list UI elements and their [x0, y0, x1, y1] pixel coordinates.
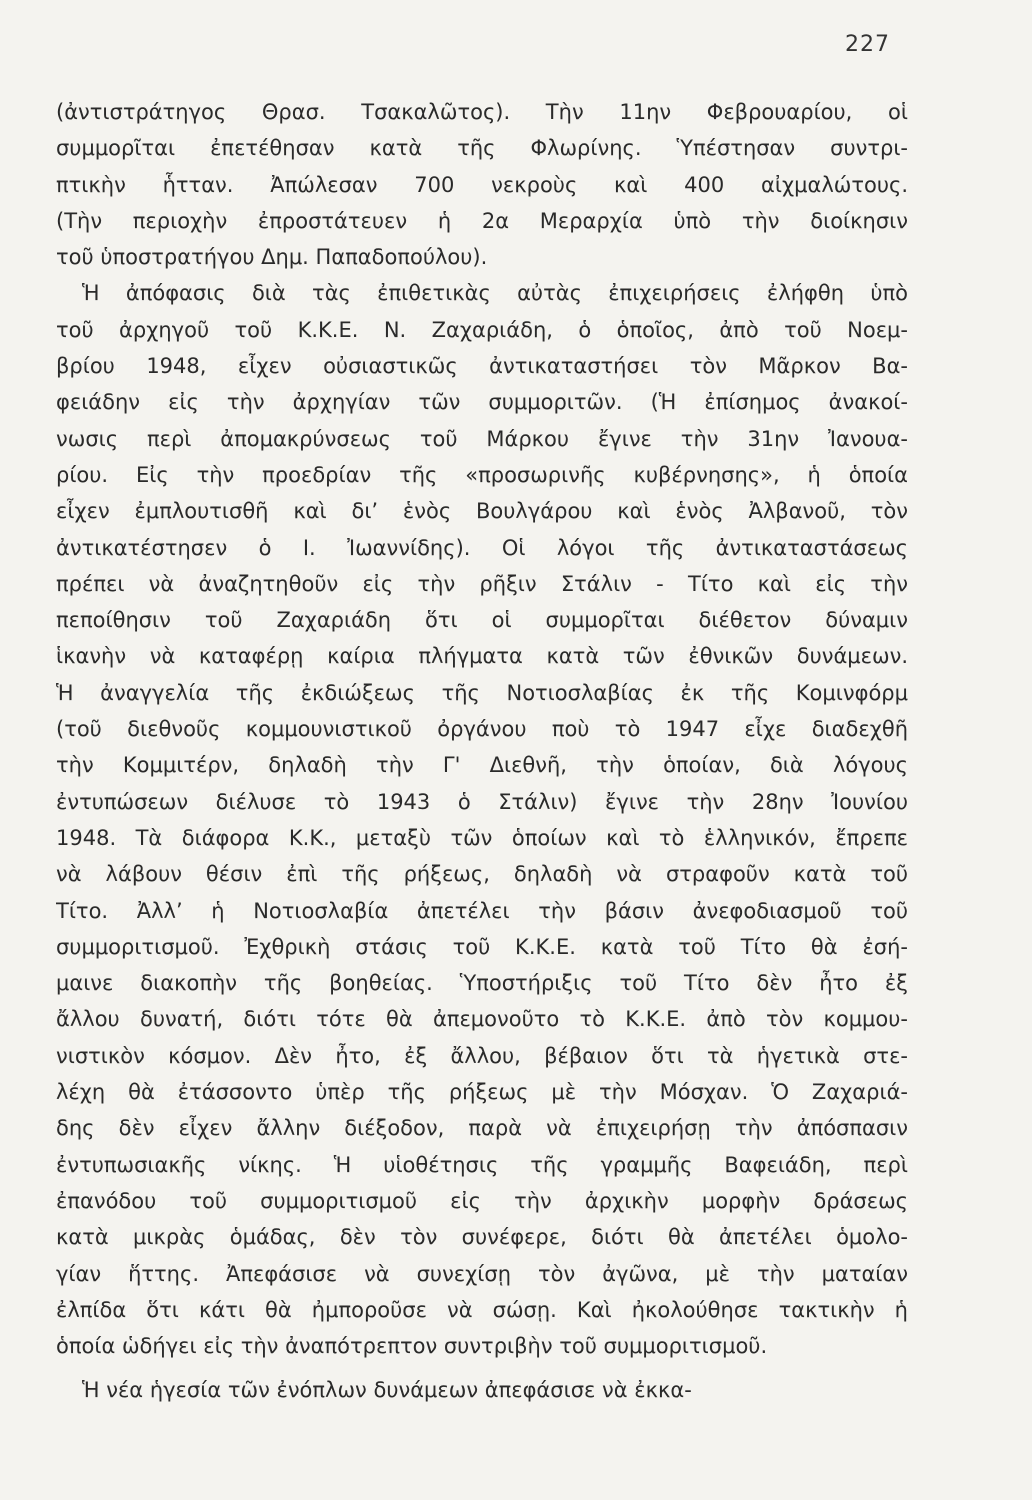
text-line: νωσις περὶ ἀπομακρύνσεως τοῦ Μάρκου ἔγινε τὴν 31ην Ἰανουα- [56, 426, 908, 451]
text-line: ἄλλου δυνατή, διότι τότε θὰ ἀπεμονοῦτο τὸ Κ.Κ.Ε. ἀπὸ τὸν κομμου- [56, 1007, 908, 1032]
text-line: (Τὴν περιοχὴν ἐπροστάτευεν ἡ 2α Μεραρχία ὑπὸ τὴν διοίκησιν [56, 208, 908, 233]
text-line: τοῦ ἀρχηγοῦ τοῦ Κ.Κ.Ε. Ν. Ζαχαριάδη, ὁ ὁποῖος, ἀπὸ τοῦ Νοεμ- [56, 317, 908, 342]
text-line: ἐντυπωσιακῆς νίκης. Ἡ υἱοθέτησις τῆς γραμμῆς Βαφειάδη, περὶ [56, 1152, 908, 1177]
text-line: ἐπανόδου τοῦ συμμοριτισμοῦ εἰς τὴν ἀρχικὴν μορφὴν δράσεως [56, 1188, 908, 1213]
text-line: πρέπει νὰ ἀναζητηθοῦν εἰς τὴν ρῆξιν Στάλιν - Τίτο καὶ εἰς τὴν [56, 571, 908, 596]
text-line: νιστικὸν κόσμον. Δὲν ἦτο, ἐξ ἄλλου, βέβαιον ὅτι τὰ ἡγετικὰ στε- [56, 1043, 908, 1068]
text-line: ὁποία ὡδήγει εἰς τὴν ἀναπότρεπτον συντριβὴν τοῦ συμμοριτισμοῦ. [56, 1334, 768, 1359]
text-line: μαινε διακοπὴν τῆς βοηθείας. Ὑποστήριξις τοῦ Τίτο δὲν ἦτο ἐξ [56, 971, 908, 996]
text-line: (ἀντιστράτηγος Θρασ. Τσακαλῶτος). Τὴν 11ην Φεβρουαρίου, οἱ [56, 100, 908, 124]
text-line: πτικὴν ἧτταν. Ἀπώλεσαν 700 νεκροὺς καὶ 400 αἰχμαλώτους. [56, 172, 908, 197]
text-line: εἶχεν ἐμπλουτισθῆ καὶ δι’ ἑνὸς Βουλγάρου καὶ ἑνὸς Ἀλβανοῦ, τὸν [56, 499, 908, 524]
text-line: λέχη θὰ ἐτάσσοντο ὑπὲρ τῆς ρήξεως μὲ τὴν Μόσχαν. Ὁ Ζαχαριά- [56, 1080, 908, 1105]
text-line: γίαν ἥττης. Ἀπεφάσισε νὰ συνεχίσῃ τὸν ἀγῶνα, μὲ τὴν ματαίαν [56, 1261, 908, 1286]
body-text [56, 94, 908, 1409]
page-number: 227 [845, 32, 890, 57]
text-line: νὰ λάβουν θέσιν ἐπὶ τῆς ρήξεως, δηλαδὴ νὰ στραφοῦν κατὰ τοῦ [56, 862, 908, 887]
text-line: 1948. Τὰ διάφορα Κ.Κ., μεταξὺ τῶν ὁποίων καὶ τὸ ἑλληνικόν, ἔπρεπε [56, 825, 908, 850]
text-line: φειάδην εἰς τὴν ἀρχηγίαν τῶν συμμοριτῶν. (Ἡ ἐπίσημος ἀνακοί- [56, 390, 908, 415]
text-line: τὴν Κομμιτέρν, δηλαδὴ τὴν Γ' Διεθνῆ, τὴν ὁποίαν, διὰ λόγους [56, 753, 908, 778]
text-line: συμμοριτισμοῦ. Ἐχθρικὴ στάσις τοῦ Κ.Κ.Ε. κατὰ τοῦ Τίτο θὰ ἐσή- [56, 934, 908, 959]
text-line: Ἡ ἀπόφασις διὰ τὰς ἐπιθετικὰς αὐτὰς ἐπιχειρήσεις ἐλήφθη ὑπὸ [82, 281, 908, 306]
text-line: τοῦ ὑποστρατήγου Δημ. Παπαδοπούλου). [56, 245, 488, 270]
text-line: βρίου 1948, εἶχεν οὐσιαστικῶς ἀντικαταστήσει τὸν Μᾶρκον Βα- [56, 354, 908, 379]
text-line: συμμορῖται ἐπετέθησαν κατὰ τῆς Φλωρίνης. Ὑπέστησαν συντρι- [56, 136, 908, 161]
text-line: Ἡ νέα ἡγεσία τῶν ἐνόπλων δυνάμεων ἀπεφάσισε νὰ ἐκκα- [82, 1378, 692, 1403]
text-line: ἐλπίδα ὅτι κάτι θὰ ἠμποροῦσε νὰ σώσῃ. Καὶ ἠκολούθησε τακτικὴν ἡ [56, 1297, 908, 1322]
text-line: δης δὲν εἶχεν ἄλλην διέξοδον, παρὰ νὰ ἐπιχειρήσῃ τὴν ἀπόσπασιν [56, 1116, 908, 1141]
text-line: πεποίθησιν τοῦ Ζαχαριάδη ὅτι οἱ συμμορῖται διέθετον δύναμιν [56, 608, 908, 633]
text-line: ἐντυπώσεων διέλυσε τὸ 1943 ὁ Στάλιν) ἔγινε τὴν 28ην Ἰουνίου [56, 789, 908, 814]
text-line: Ἡ ἀναγγελία τῆς ἐκδιώξεως τῆς Νοτιοσλαβίας ἐκ τῆς Κομινφόρμ [56, 680, 908, 705]
text-line: ἱκανὴν νὰ καταφέρῃ καίρια πλήγματα κατὰ τῶν ἐθνικῶν δυνάμεων. [56, 644, 908, 669]
text-line: Τίτο. Ἀλλ’ ἡ Νοτιοσλαβία ἀπετέλει τὴν βάσιν ἀνεφοδιασμοῦ τοῦ [56, 898, 908, 923]
text-line: ἀντικατέστησεν ὁ Ι. Ἰωαννίδης). Οἱ λόγοι τῆς ἀντικαταστάσεως [56, 535, 908, 560]
text-line: κατὰ μικρὰς ὁμάδας, δὲν τὸν συνέφερε, διότι θὰ ἀπετέλει ὁμολο- [56, 1225, 908, 1250]
text-line: ρίου. Εἰς τὴν προεδρίαν τῆς «προσωρινῆς κυβέρνησης», ἡ ὁποία [56, 462, 908, 487]
text-line: (τοῦ διεθνοῦς κομμουνιστικοῦ ὀργάνου ποὺ τὸ 1947 εἶχε διαδεχθῆ [56, 717, 908, 742]
